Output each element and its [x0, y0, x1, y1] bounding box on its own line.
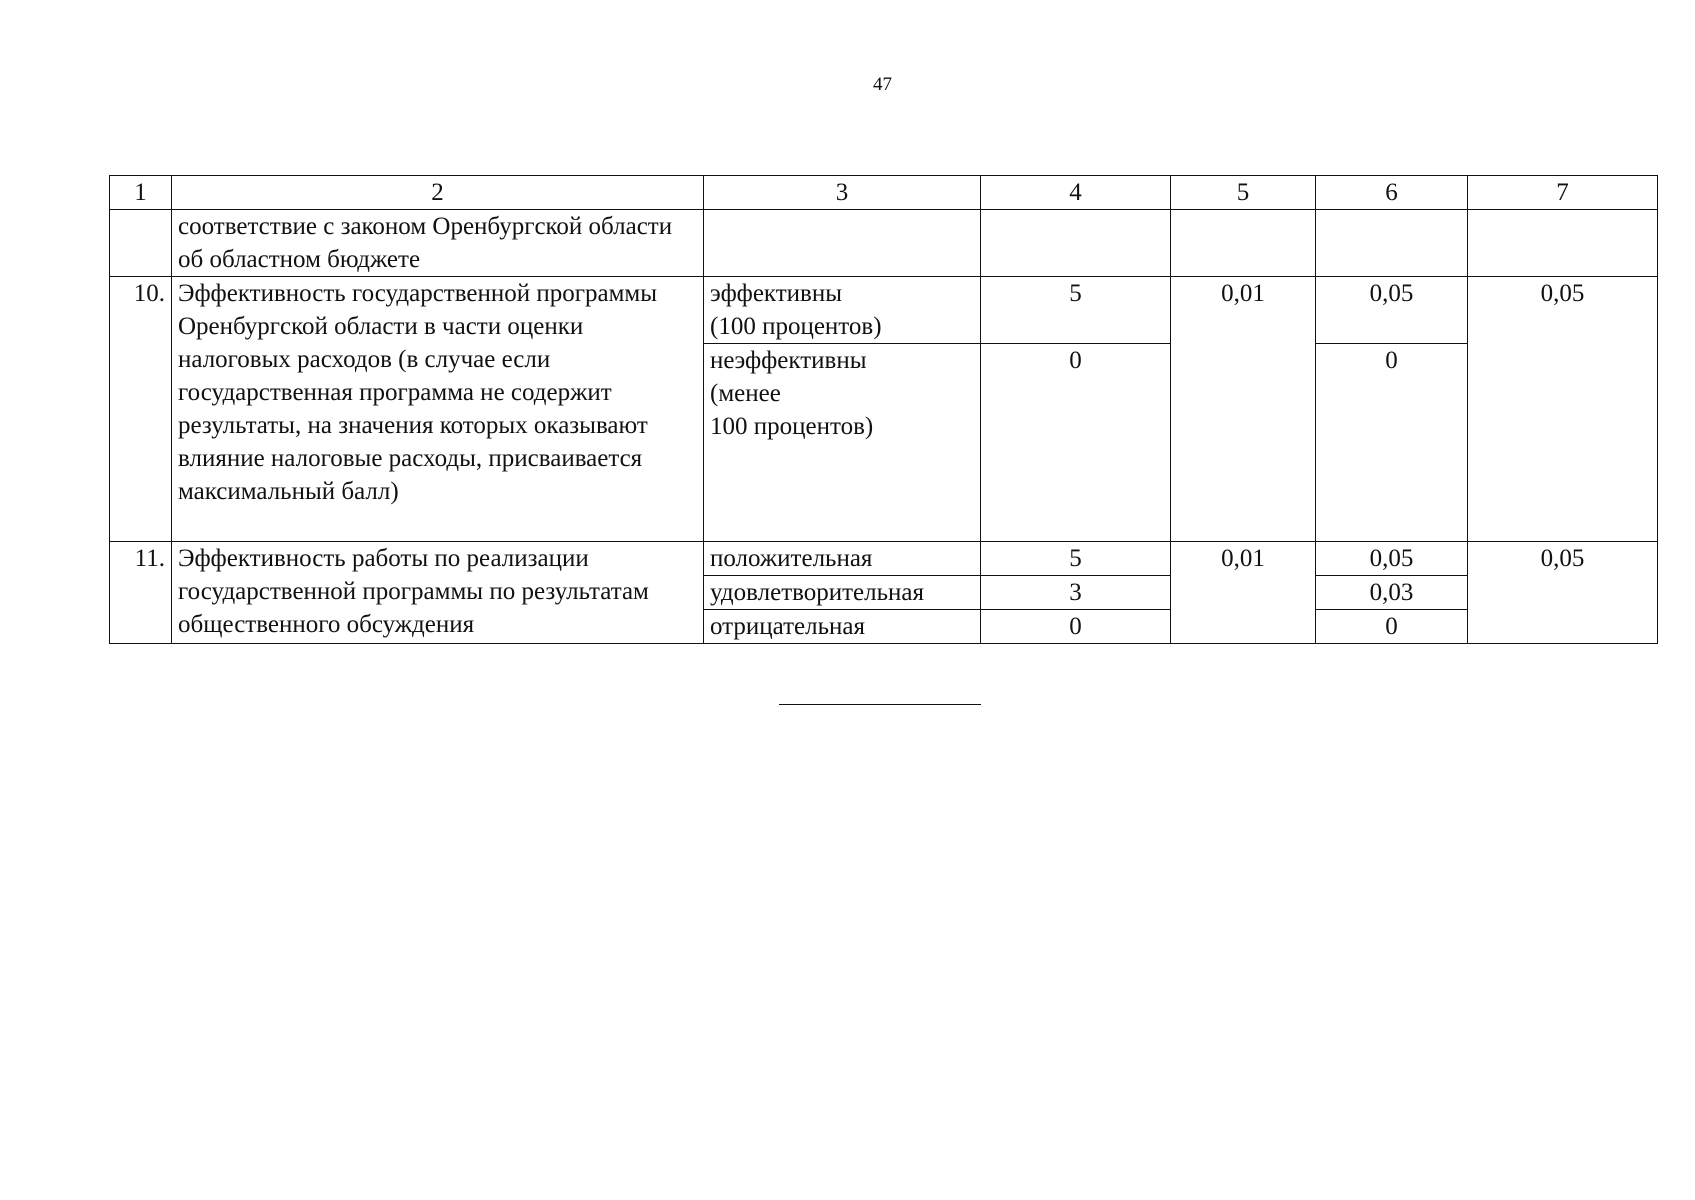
score-cell: 0: [981, 344, 1171, 542]
row-number-cell: [110, 210, 172, 277]
option-cell: удовлетворительная: [704, 576, 981, 610]
header-cell: 4: [981, 176, 1171, 210]
max-score-cell: 0,05: [1468, 277, 1658, 542]
row-number-cell: 10.: [110, 277, 172, 542]
option-label: (100 процентов): [710, 313, 882, 340]
header-cell: 2: [172, 176, 704, 210]
score-cell: 3: [981, 576, 1171, 610]
option-cell: положительная: [704, 542, 981, 576]
weighted-score-cell: 0,05: [1316, 277, 1468, 344]
table-row: [110, 210, 1658, 277]
header-cell: 3: [704, 176, 981, 210]
table-header-row: [110, 176, 1658, 210]
option-label: неэффективны: [710, 347, 867, 374]
table-row: [110, 542, 1658, 576]
description-cell: Эффективность работы по реализации государственной программы по результатам общественного обсуждения: [172, 542, 704, 644]
option-cell: [704, 344, 981, 542]
header-cell: 5: [1171, 176, 1316, 210]
weighted-score-cell: 0: [1316, 344, 1468, 542]
score-cell: 5: [981, 542, 1171, 576]
description-cell: соответствие с законом Оренбургской области об областном бюджете: [172, 210, 704, 277]
option-label: 100 процентов): [710, 413, 874, 440]
weight-cell: [1171, 210, 1316, 277]
weighted-score-cell: 0,03: [1316, 576, 1468, 610]
weighted-score-cell: 0: [1316, 610, 1468, 644]
option-cell: [704, 210, 981, 277]
page-number: 47: [873, 74, 892, 95]
weight-cell: 0,01: [1171, 542, 1316, 644]
description-cell: Эффективность государственной программы Оренбургской области в части оценки налоговых расходов (в случае если государственная программа не содержит результаты, на значения которых оказывают влияние налоговые расходы, присваивается максимальный балл): [172, 277, 704, 542]
header-cell: 1: [110, 176, 172, 210]
end-rule: [779, 704, 981, 705]
weighted-score-cell: 0,05: [1316, 542, 1468, 576]
header-cell: 7: [1468, 176, 1658, 210]
score-cell: 5: [981, 277, 1171, 344]
max-score-cell: 0,05: [1468, 542, 1658, 644]
option-cell: [704, 277, 981, 344]
row-number-cell: 11.: [110, 542, 172, 644]
option-label: эффективны: [710, 280, 843, 307]
option-cell: отрицательная: [704, 610, 981, 644]
score-cell: 0: [981, 610, 1171, 644]
criteria-table: [109, 175, 1658, 644]
max-score-cell: [1468, 210, 1658, 277]
score-cell: [981, 210, 1171, 277]
header-cell: 6: [1316, 176, 1468, 210]
weight-cell: 0,01: [1171, 277, 1316, 542]
table-row: [110, 277, 1658, 344]
option-label: (менее: [710, 380, 781, 407]
weighted-score-cell: [1316, 210, 1468, 277]
